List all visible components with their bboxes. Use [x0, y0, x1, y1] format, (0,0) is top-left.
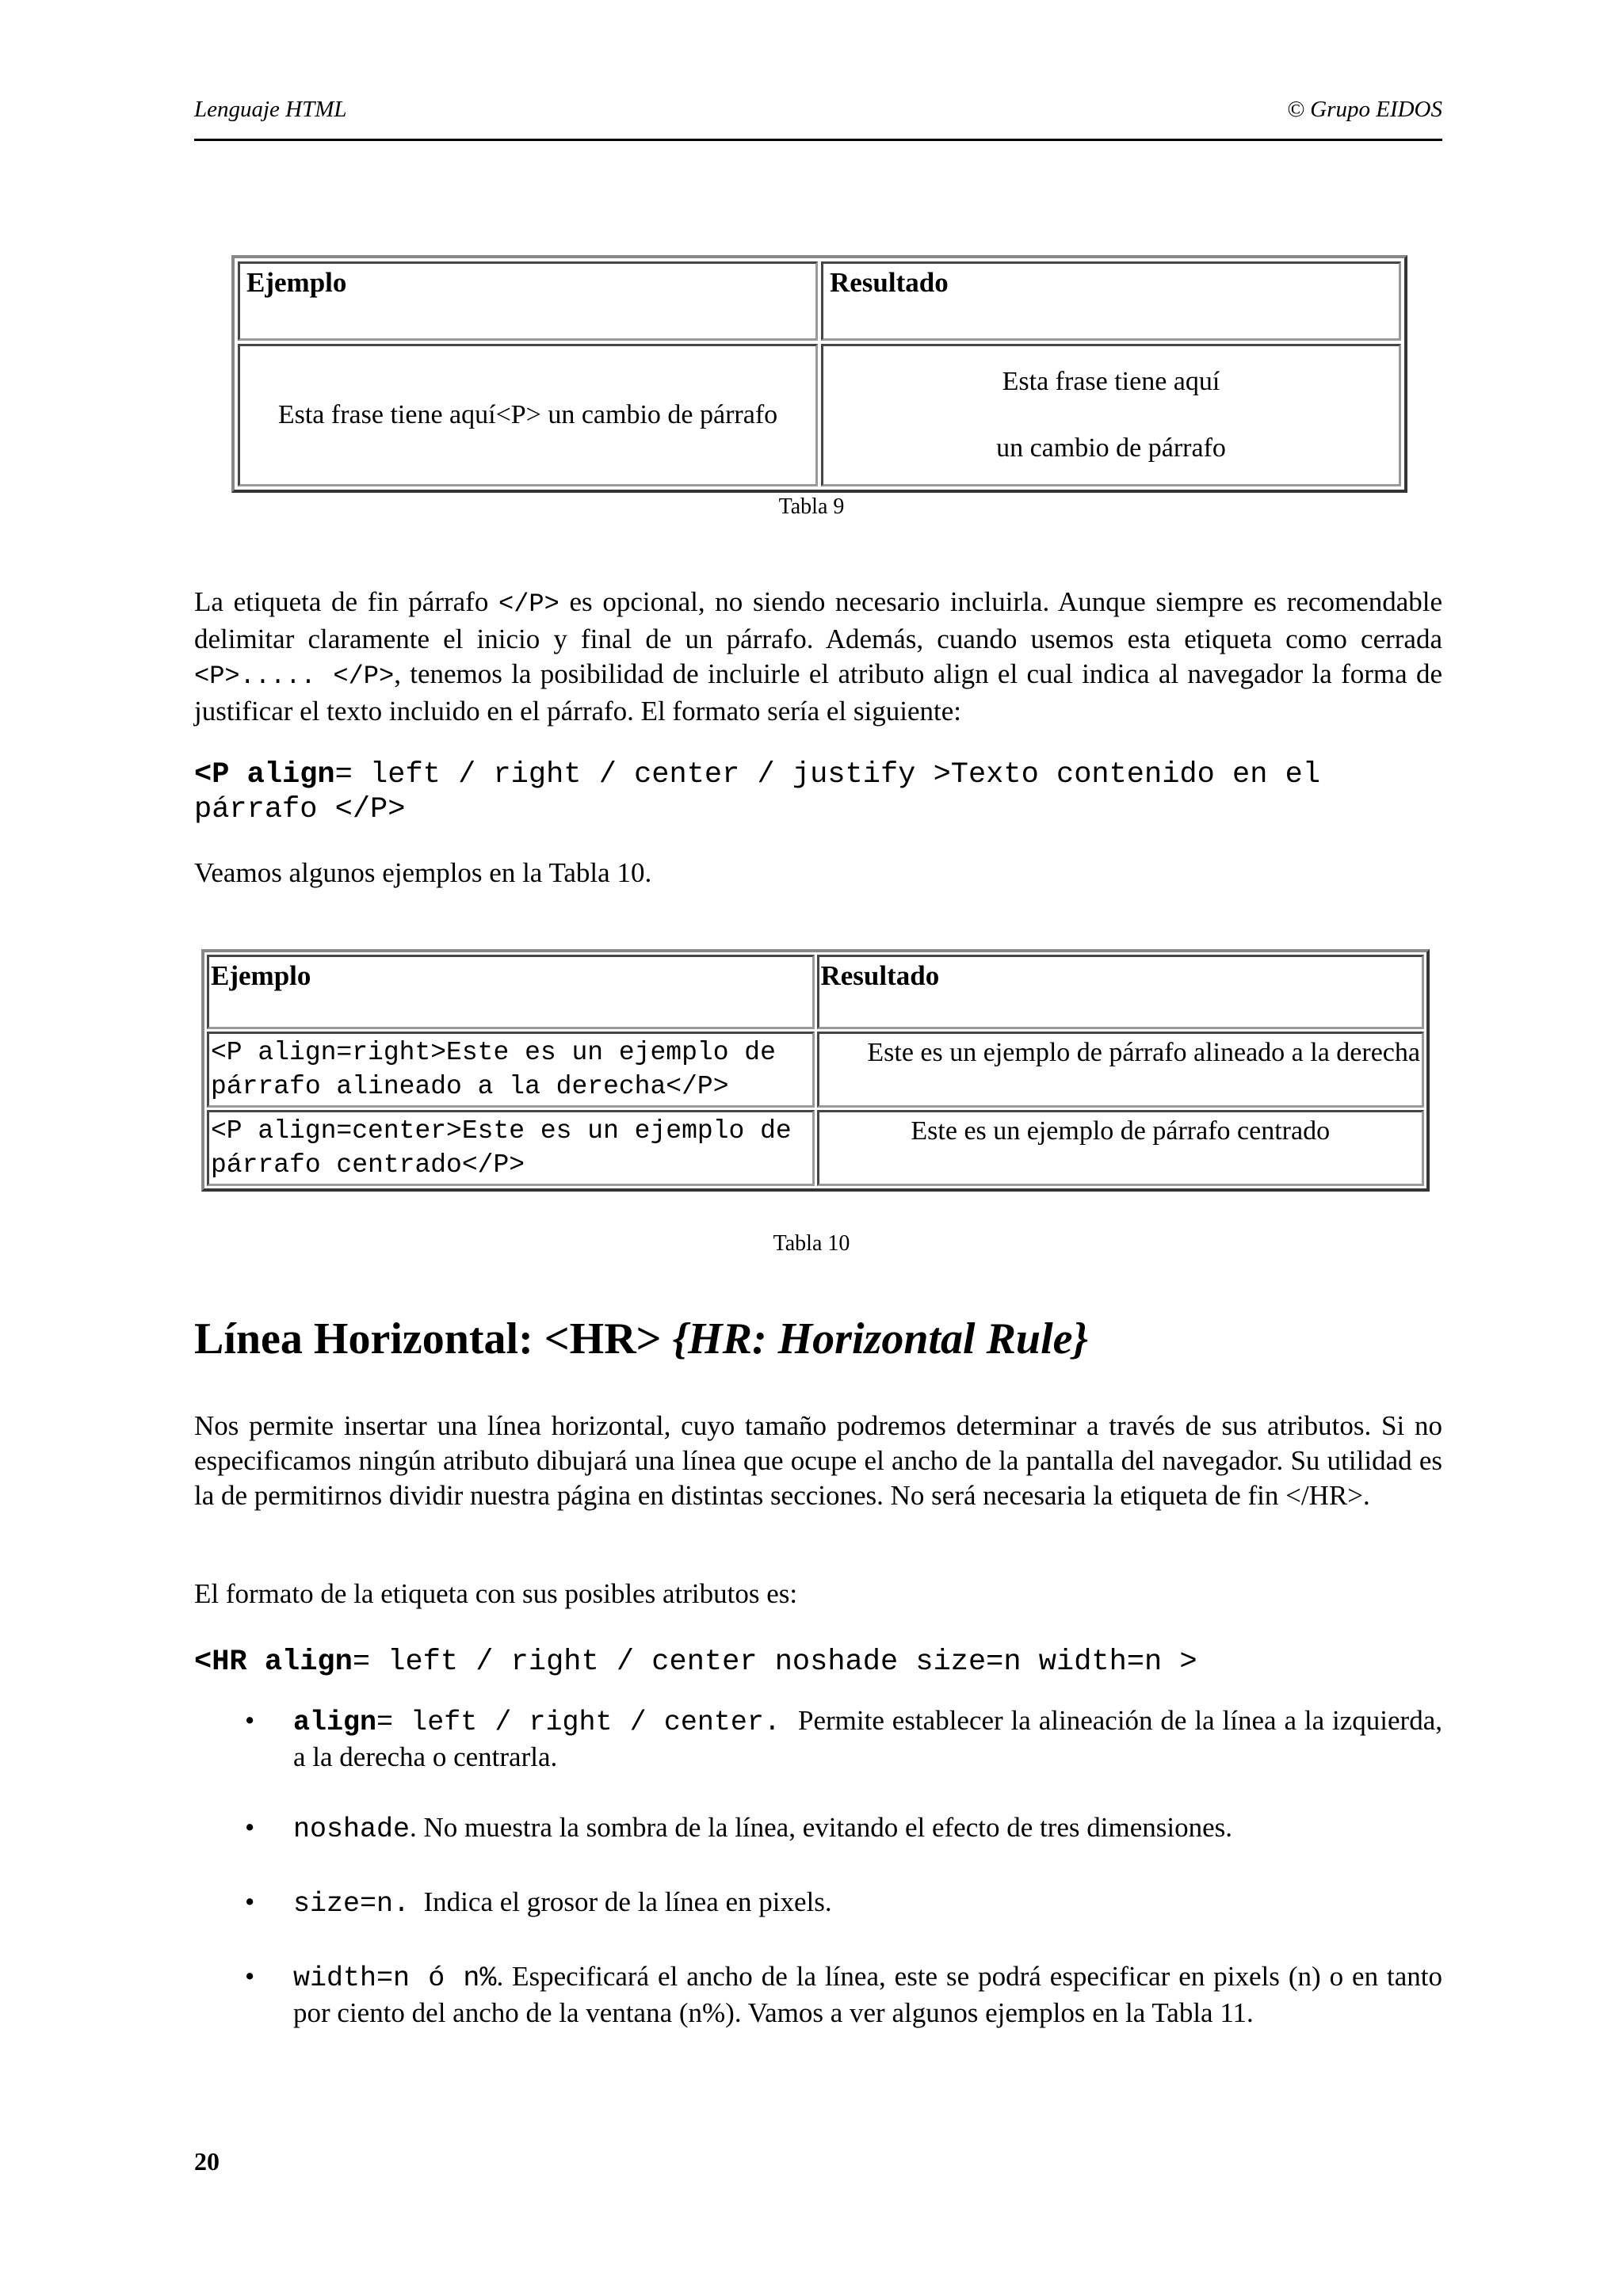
- page-number: 20: [194, 2147, 220, 2176]
- header-cell-resultado: Resultado: [821, 261, 1401, 341]
- result-line: Esta frase tiene aquí: [1002, 367, 1220, 396]
- result-cell: Este es un ejemplo de párrafo alineado a la derecha: [817, 1032, 1425, 1108]
- paragraph: [194, 585, 1442, 729]
- table-row: [207, 1110, 1424, 1186]
- attr-name: align: [293, 1707, 377, 1738]
- example-code-cell: <P align=right>Este es un ejemplo de párrafo alineado a la derecha</P>: [207, 1032, 815, 1108]
- bullet-icon: •: [245, 1886, 255, 1917]
- text-run: , tenemos la posibilidad de incluirle el atributo align el cual indica al navegador la forma de justificar el texto incluido en el párrafo. El formato sería el siguiente:: [194, 658, 1442, 727]
- example-cell: Esta frase tiene aquí<P> un cambio de párrafo: [238, 344, 818, 486]
- list-item: [194, 1959, 1442, 2031]
- table-9: [231, 255, 1407, 493]
- table-caption: Tabla 9: [778, 494, 845, 519]
- format-p-code: [194, 757, 1442, 827]
- code-keyword: <HR align: [194, 1646, 353, 1679]
- running-header: [194, 95, 1442, 141]
- bullet-icon: •: [245, 1961, 255, 1992]
- table-caption: Tabla 10: [773, 1231, 850, 1256]
- bullet-icon: •: [245, 1705, 255, 1736]
- section-subtitle: {HR: Horizontal Rule}: [672, 1314, 1088, 1363]
- section-heading: [194, 1314, 1088, 1364]
- inline-code: </P>: [498, 589, 559, 619]
- code-text: párrafo </P>: [194, 793, 406, 826]
- attr-description: Permite establecer la alineación de la línea a la izquierda, a la derecha o centrarla.: [293, 1705, 1442, 1772]
- text-run: La etiqueta de fin párrafo: [194, 586, 499, 617]
- attribute-list: [194, 1703, 1442, 2031]
- result-cell: Este es un ejemplo de párrafo centrado: [817, 1110, 1425, 1186]
- code-text: = left / right / center noshade size=n width=n >: [352, 1646, 1197, 1679]
- list-item: [194, 1885, 1442, 1921]
- attr-code: size=n.: [293, 1888, 411, 1920]
- paragraph: Veamos algunos ejemplos en la Tabla 10.: [194, 857, 652, 888]
- header-cell-ejemplo: Ejemplo: [207, 955, 815, 1029]
- example-code-cell: <P align=center>Este es un ejemplo de párrafo centrado</P>: [207, 1110, 815, 1186]
- paragraph: Nos permite insertar una línea horizontal, cuyo tamaño podremos determinar a través de sus atributos. Si no especificamos ningún atributo dibujará una línea que ocupe el ancho de la pantalla del navegador. Su utilidad es la de permitirnos dividir nuestra página en distintas secciones. No será necesaria la etiqueta de fin </HR>.: [194, 1410, 1442, 1511]
- result-cell: [821, 344, 1401, 486]
- format-hr-code: [194, 1645, 1442, 1680]
- attr-code: width=n ó n%: [293, 1962, 497, 1994]
- section-title: Línea Horizontal: <HR>: [194, 1314, 673, 1363]
- attr-code: = left / right / center.: [376, 1707, 799, 1738]
- header-cell-resultado: Resultado: [817, 955, 1425, 1029]
- inline-code: <P>..... </P>: [194, 662, 395, 691]
- text-run: es opcional, no siendo necesario incluirla. Aunque siempre es recomendable delimitar claramente el inicio y final de un párrafo. Además, cuando usemos esta etiqueta como cerrada: [194, 586, 1442, 654]
- table-row: [238, 344, 1401, 486]
- attr-description: . Especificará el ancho de la línea, este se podrá especificar en pixels (n) o en tanto por ciento del ancho de la ventana (n%). Vamos a ver algunos ejemplos en la Tabla 11.: [293, 1961, 1442, 2028]
- attr-description: . No muestra la sombra de la línea, evitando el efecto de tres dimensiones.: [410, 1812, 1233, 1843]
- paragraph: El formato de la etiqueta con sus posibles atributos es:: [194, 1578, 798, 1609]
- table-header-row: [207, 955, 1424, 1029]
- bullet-icon: •: [245, 1812, 255, 1843]
- table-row: [207, 1032, 1424, 1108]
- header-publisher: © Grupo EIDOS: [1286, 97, 1442, 122]
- code-text: = left / right / center / justify >Texto contenido en el: [334, 758, 1321, 791]
- table-header-row: [238, 261, 1401, 341]
- header-cell-ejemplo: Ejemplo: [238, 261, 818, 341]
- code-keyword: <P align: [194, 758, 335, 791]
- attr-description: Indica el grosor de la línea en pixels.: [410, 1886, 832, 1917]
- table-10: [201, 949, 1430, 1192]
- result-line: un cambio de párrafo: [996, 433, 1226, 463]
- list-item: [194, 1703, 1442, 1775]
- list-item: [194, 1810, 1442, 1847]
- attr-code: noshade: [293, 1814, 411, 1845]
- header-title: Lenguaje HTML: [194, 97, 347, 122]
